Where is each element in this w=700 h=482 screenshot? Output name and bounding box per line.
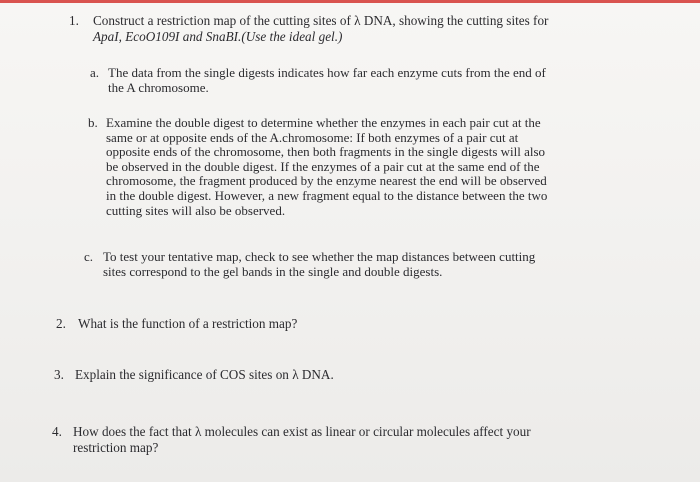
question-number: 4. <box>52 424 62 439</box>
subitem-line: sites correspond to the gel bands in the single and double digests. <box>103 263 443 279</box>
question-number: 2. <box>56 316 66 331</box>
subitem-line: Examine the double digest to determine whether the enzymes in each pair cut at the <box>106 115 541 130</box>
question-number: 3. <box>54 367 64 382</box>
question-line: restriction map? <box>73 440 159 455</box>
subitem-line: the A chromosome. <box>108 79 209 95</box>
question-line: Construct a restriction map of the cutting sites of λ DNA, showing the cutting sites for <box>93 13 549 28</box>
question-line: Explain the significance of COS sites on λ DNA. <box>75 367 334 382</box>
subitem-line: cutting sites will also be observed. <box>106 202 286 218</box>
subitem-letter: a. <box>90 65 100 80</box>
question-line: ApaI, EcoO109I and SnaBI.(Use the ideal gel.) <box>93 29 343 44</box>
subitem-letter: b. <box>88 115 98 130</box>
question-number: 1. <box>69 13 79 28</box>
subitem-line: same or at opposite ends of the A.chromosome: If both enzymes of a pair cut at <box>106 129 519 145</box>
question-line: How does the fact that λ molecules can exist as linear or circular molecules affect your <box>73 424 531 439</box>
subitem-line: in the double digest. However, a new fragment equal to the distance between the two <box>106 187 548 203</box>
subitem-line: be observed in the double digest. If the enzymes of a pair cut at the same end of the <box>106 158 540 174</box>
subitem-line: The data from the single digests indicates how far each enzyme cuts from the end of <box>108 65 546 80</box>
subitem-line: opposite ends of the chromosome, then both fragments in the single digests will also <box>106 144 546 160</box>
question-line: What is the function of a restriction map? <box>78 316 298 331</box>
subitem-line: To test your tentative map, check to see whether the map distances between cutting <box>103 249 536 264</box>
subitem-line: chromosome, the fragment produced by the enzyme nearest the end will be observed <box>106 173 547 189</box>
subitem-letter: c. <box>84 249 94 264</box>
